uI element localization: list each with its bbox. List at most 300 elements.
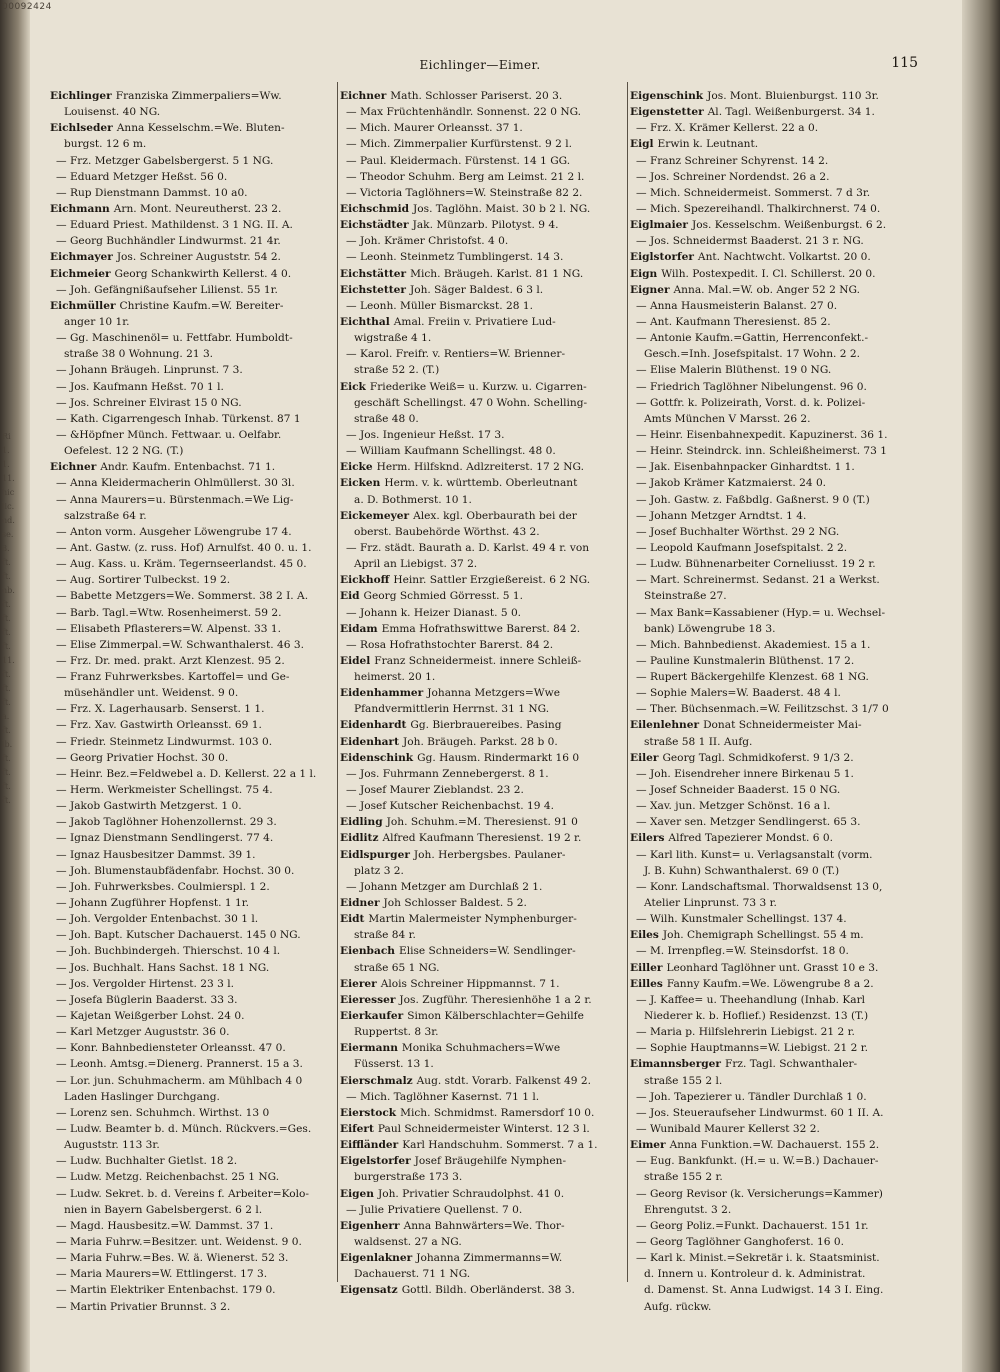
entry-text: Louisenst. 40 NG. — [64, 106, 161, 119]
entry-text: Alfred Tapezierer Mondst. 6 0. — [668, 832, 833, 845]
directory-entry — [340, 927, 624, 943]
directory-entry — [630, 1186, 920, 1202]
directory-entry — [340, 1169, 624, 1185]
entry-surname: Eichlinger — [50, 90, 112, 102]
entry-text: — Josef Kutscher Reichenbachst. 19 4. — [346, 800, 554, 813]
directory-entry — [630, 362, 920, 378]
entry-text: — Anna Kleidermacherin Ohlmüllerst. 30 3l. — [56, 477, 295, 490]
directory-entry — [50, 1282, 334, 1298]
entry-text: — Frz. Metzger Gabelsbergerst. 5 1 NG. — [56, 154, 274, 167]
entry-text: — Lor. jun. Schuhmacherm. am Mühlbach 4 0 — [56, 1074, 303, 1087]
directory-entry — [50, 847, 334, 863]
entry-text: — Magd. Hausbesitz.=W. Dammst. 37 1. — [56, 1219, 274, 1232]
directory-entry — [630, 588, 920, 604]
directory-entry — [340, 201, 624, 217]
entry-text: — Herm. Werkmeister Schellingst. 75 4. — [56, 784, 273, 797]
directory-entry — [630, 1105, 920, 1121]
margin-note: ft. — [2, 726, 11, 735]
directory-entry — [340, 750, 624, 766]
directory-entry — [630, 120, 920, 136]
directory-entry — [50, 379, 334, 395]
entry-text: — Jos. Buchhalt. Hans Sachst. 18 1 NG. — [56, 961, 270, 974]
directory-entry — [50, 330, 334, 346]
directory-entry — [340, 1073, 624, 1089]
entry-surname: Eigner — [630, 283, 670, 296]
directory-entry — [630, 830, 920, 846]
directory-entry — [50, 443, 334, 459]
directory-entry — [630, 879, 920, 895]
entry-text: — Heinr. Eisenbahnexpedit. Kapuzinerst. 36 1. — [636, 428, 888, 441]
directory-entry — [340, 556, 624, 572]
entry-surname: Eierschmalz — [340, 1074, 413, 1087]
directory-entry — [630, 217, 920, 233]
entry-text: — Ludw. Buchhalter Gietlst. 18 2. — [56, 1155, 238, 1168]
entry-text: — Ant. Gastw. (z. russ. Hof) Arnulfst. 40 0. u. 1. — [56, 541, 312, 554]
entry-text: Herm. Hilfsknd. Adlzreiterst. 17 2 NG. — [376, 461, 584, 474]
margin-note: ft. — [2, 768, 11, 777]
entry-text: — Karl k. Minist.=Sekretär i. k. Staatsminist. — [636, 1252, 880, 1265]
directory-entry — [50, 701, 334, 717]
entry-text: — Josef Buchhalter Wörthst. 29 2 NG. — [636, 525, 840, 538]
entry-text: — Frz. Xav. Gastwirth Orleansst. 69 1. — [56, 719, 262, 732]
entry-text: — Joh. Buchbindergeh. Thierschst. 10 4 l. — [56, 945, 281, 958]
directory-entry — [340, 798, 624, 814]
entry-surname: Eidenhammer — [340, 687, 424, 700]
entry-text: Mich. Schmidmst. Ramersdorf 10 0. — [400, 1106, 595, 1119]
entry-text: Jos. Kesselschm. Weißenburgst. 6 2. — [691, 219, 887, 232]
directory-entry — [50, 992, 334, 1008]
entry-text: — Anna Maurers=u. Bürstenmach.=We Lig- — [56, 493, 294, 506]
column-rule — [337, 82, 338, 1282]
entry-text: — Maria p. Hilfslehrerin Liebigst. 21 2 r. — [636, 1026, 855, 1039]
entry-text: Christine Kaufm.=W. Bereiter- — [119, 299, 284, 312]
directory-entry — [50, 1089, 334, 1105]
directory-entry — [50, 814, 334, 830]
entry-text: — Jakob Gastwirth Metzgerst. 1 0. — [56, 800, 242, 813]
entry-text: — Elisabeth Pflasterers=W. Alpenst. 33 1. — [56, 622, 281, 635]
directory-entry — [50, 1073, 334, 1089]
directory-entry — [630, 427, 920, 443]
entry-text: — Ignaz Dienstmann Sendlingerst. 77 4. — [56, 832, 274, 845]
entry-surname: Eierstock — [340, 1106, 397, 1119]
entry-text: Jos. Zugführ. Theresienhöhe 1 a 2 r. — [399, 993, 592, 1006]
directory-entry — [340, 588, 624, 604]
entry-text: Karl Handschuhm. Sommerst. 7 a 1. — [402, 1139, 598, 1152]
entry-text: Jos. Mont. Bluienburgst. 110 3r. — [707, 90, 879, 102]
entry-text: Jos. Schreiner Auguststr. 54 2. — [116, 251, 281, 264]
entry-surname: Eienbach — [340, 945, 395, 958]
entry-text: Joh. Chemigraph Schellingst. 55 4 m. — [662, 929, 864, 942]
directory-entry — [340, 1186, 624, 1202]
entry-text: Georg Schankwirth Kellerst. 4 0. — [114, 267, 292, 280]
entry-surname: Eichmann — [50, 202, 110, 215]
entry-text: Johanna Zimmermanns=W. — [416, 1252, 563, 1265]
archive-stamp: 00092424 — [2, 2, 52, 12]
entry-text: Joh. Säger Baldest. 6 3 l. — [409, 283, 544, 296]
directory-entry — [50, 895, 334, 911]
entry-text: — Max Bank=Kassabiener (Hyp.= u. Wechsel- — [636, 606, 886, 619]
entry-text: — Joh. Vergolder Entenbachst. 30 1 l. — [56, 913, 259, 926]
directory-entry — [50, 395, 334, 411]
entry-text: — Frz. X. Krämer Kellerst. 22 a 0. — [636, 122, 819, 135]
entry-text: — Sophie Malers=W. Baaderst. 48 4 l. — [636, 687, 841, 700]
entry-text: — Kajetan Weißgerber Lohst. 24 0. — [56, 1010, 245, 1023]
directory-entry — [630, 508, 920, 524]
entry-text: — Jos. Schneidermst Baaderst. 21 3 r. NG. — [636, 235, 864, 248]
directory-entry — [630, 653, 920, 669]
entry-text: — Leopold Kaufmann Josefspitalst. 2 2. — [636, 541, 848, 554]
entry-text: — Ant. Kaufmann Theresienst. 85 2. — [636, 315, 831, 328]
directory-entry — [50, 798, 334, 814]
directory-entry — [630, 169, 920, 185]
directory-entry — [630, 88, 920, 104]
directory-entry — [340, 653, 624, 669]
directory-entry — [50, 572, 334, 588]
entry-text: Niederer k. b. Hoflief.) Residenzst. 13 (T.) — [644, 1010, 869, 1023]
entry-text: — Joh. Bapt. Kutscher Dachauerst. 145 0 NG. — [56, 929, 301, 942]
entry-surname: Eichmayer — [50, 251, 113, 264]
entry-text: Mich. Bräugeh. Karlst. 81 1 NG. — [410, 267, 584, 280]
directory-entry — [50, 459, 334, 475]
entry-surname: Eilles — [630, 977, 663, 990]
entry-text: — Anton vorm. Ausgeher Löwengrube 17 4. — [56, 525, 292, 538]
entry-text: — Aug. Sortirer Tulbeckst. 19 2. — [56, 574, 231, 587]
directory-entry — [630, 572, 920, 588]
margin-note: ft. — [2, 600, 11, 609]
entry-text: — Joh. Krämer Christofst. 4 0. — [346, 235, 509, 248]
directory-entry — [50, 1266, 334, 1282]
directory-entry — [630, 1202, 920, 1218]
directory-entry — [630, 1089, 920, 1105]
entry-surname: Eichmeier — [50, 267, 111, 280]
entry-text: — Josef Maurer Zieblandst. 23 2. — [346, 784, 524, 797]
entry-text: — Babette Metzgers=We. Sommerst. 38 2 I. A. — [56, 590, 309, 603]
directory-entry — [50, 605, 334, 621]
entry-text: Franz Schneidermeist. innere Schleiß- — [374, 654, 582, 667]
entry-text: Simon Kälberschlachter=Gehilfe — [407, 1010, 584, 1023]
directory-entry — [630, 524, 920, 540]
entry-text: — Joh. Blumenstaubfädenfabr. Hochst. 30 0. — [56, 864, 295, 877]
entry-text: Georg Schmied Görresst. 5 1. — [363, 590, 524, 603]
entry-text: — Martin Elektriker Entenbachst. 179 0. — [56, 1284, 276, 1297]
directory-entry — [340, 1202, 624, 1218]
directory-entry — [340, 1105, 624, 1121]
entry-text: — Barb. Tagl.=Wtw. Rosenheimerst. 59 2. — [56, 606, 282, 619]
directory-entry — [340, 475, 624, 491]
entry-text: — Rosa Hofrathstochter Barerst. 84 2. — [346, 638, 554, 651]
entry-surname: Eichschmid — [340, 202, 410, 215]
directory-entry — [50, 782, 334, 798]
directory-entry — [630, 766, 920, 782]
entry-text: — Georg Buchhändler Lindwurmst. 21 4r. — [56, 235, 281, 248]
directory-entry — [340, 830, 624, 846]
entry-text: burgst. 12 6 m. — [64, 138, 147, 151]
entry-surname: Eierer — [340, 977, 377, 990]
directory-entry — [630, 1250, 920, 1266]
entry-text: Gesch.=Inh. Josefspitalst. 17 Wohn. 2 2. — [644, 348, 860, 361]
directory-entry — [50, 298, 334, 314]
entry-text: — Konr. Bahnbediensteter Orleansst. 47 0. — [56, 1042, 286, 1055]
entry-text: — Wilh. Kunstmaler Schellingst. 137 4. — [636, 913, 847, 926]
entry-text: — Julie Privatiere Quellenst. 7 0. — [346, 1203, 523, 1216]
entry-surname: Eichstädter — [340, 219, 409, 232]
entry-text: — Anna Hausmeisterin Balanst. 27 0. — [636, 299, 838, 312]
entry-text: Erwin k. Leutnant. — [657, 138, 759, 151]
entry-surname: Eign — [630, 267, 658, 280]
entry-text: Aug. stdt. Vorarb. Falkenst 49 2. — [416, 1074, 591, 1087]
entry-surname: Eiffländer — [340, 1139, 399, 1152]
entry-text: — Mich. Zimmerpalier Kurfürstenst. 9 2 l. — [346, 138, 572, 151]
directory-entry — [630, 782, 920, 798]
directory-entry — [50, 362, 334, 378]
entry-text: — Mich. Bahnbedienst. Akademiest. 15 a 1. — [636, 638, 871, 651]
entry-text: — Johann Metzger am Durchlaß 2 1. — [346, 880, 543, 893]
entry-text: — M. Irrenpfleg.=W. Steinsdorfst. 18 0. — [636, 945, 849, 958]
entry-text: straße 155 2 l. — [644, 1074, 723, 1087]
directory-entry — [340, 104, 624, 120]
directory-entry — [630, 1073, 920, 1089]
entry-text: d. Innern u. Kontroleur d. k. Administrat. — [644, 1268, 866, 1281]
entry-text: burgerstraße 173 3. — [354, 1171, 463, 1184]
entry-text: salzstraße 64 r. — [64, 509, 147, 522]
entry-text: — Jos. Fuhrmann Zennebergerst. 8 1. — [346, 767, 549, 780]
directory-entry — [50, 830, 334, 846]
directory-entry — [340, 443, 624, 459]
entry-text: Aufg. rückw. — [644, 1300, 712, 1313]
entry-text: Anna Kesselschm.=We. Bluten- — [116, 122, 285, 135]
entry-text: — Franz Fuhrwerksbes. Kartoffel= und Ge- — [56, 671, 290, 684]
entry-text: Alfred Kaufmann Theresienst. 19 2 r. — [382, 832, 582, 845]
entry-text: Friederike Weiß= u. Kurzw. u. Cigarren- — [369, 380, 587, 393]
entry-text: wigstraße 4 1. — [354, 332, 432, 345]
directory-entry — [340, 362, 624, 378]
directory-entry — [340, 605, 624, 621]
directory-entry — [630, 1153, 920, 1169]
directory-entry — [340, 782, 624, 798]
directory-entry — [340, 217, 624, 233]
entry-surname: Eigenschink — [630, 90, 704, 102]
directory-entry — [340, 233, 624, 249]
directory-entry — [340, 136, 624, 152]
directory-entry — [50, 653, 334, 669]
directory-entry — [50, 411, 334, 427]
entry-surname: Eicken — [340, 477, 381, 490]
directory-entry — [340, 685, 624, 701]
margin-note: lic. — [2, 502, 15, 511]
entry-text: — Johann Bräugeh. Linprunst. 7 3. — [56, 364, 243, 377]
directory-entry — [630, 298, 920, 314]
directory-entry — [630, 185, 920, 201]
entry-text: Joh. Schuhm.=M. Theresienst. 91 0 — [386, 816, 578, 829]
entry-text: — Heinr. Bez.=Feldwebel a. D. Kellerst. 22 a 1 l. — [56, 767, 317, 780]
entry-text: — Ludw. Sekret. b. d. Vereins f. Arbeiter=Kolo- — [56, 1187, 309, 1200]
directory-entry — [50, 104, 334, 120]
directory-entry — [50, 136, 334, 152]
margin-note: ft. — [2, 698, 11, 707]
entry-surname: Eichstetter — [340, 283, 406, 296]
directory-entry — [50, 1024, 334, 1040]
directory-entry — [340, 1008, 624, 1024]
directory-entry — [340, 911, 624, 927]
entry-text: — Georg Poliz.=Funkt. Dachauerst. 151 1r. — [636, 1219, 869, 1232]
directory-entry — [340, 847, 624, 863]
directory-entry — [630, 1024, 920, 1040]
entry-text: Elise Schneiders=W. Sendlinger- — [398, 945, 576, 958]
directory-entry — [340, 1234, 624, 1250]
directory-entry — [50, 314, 334, 330]
entry-text: straße 65 1 NG. — [354, 961, 440, 974]
entry-surname: Eicke — [340, 461, 373, 474]
directory-entry — [630, 976, 920, 992]
entry-text: straße 155 2 r. — [644, 1171, 723, 1184]
entry-text: — Jos. Kaufmann Heßst. 70 1 l. — [56, 380, 224, 393]
entry-text: — Mich. Maurer Orleansst. 37 1. — [346, 122, 523, 135]
entry-text: — Max Früchtenhändlr. Sonnenst. 22 0 NG. — [346, 106, 582, 119]
directory-entry — [50, 1234, 334, 1250]
entry-text: oberst. Baubehörde Wörthst. 43 2. — [354, 525, 540, 538]
entry-text: Joh. Bräugeh. Parkst. 28 b 0. — [403, 735, 558, 748]
entry-surname: Eierkaufer — [340, 1010, 404, 1023]
entry-surname: Eidam — [340, 622, 378, 635]
directory-entry — [630, 847, 920, 863]
entry-text: Ant. Nachtwcht. Volkartst. 20 0. — [697, 251, 871, 264]
entry-text: — Elise Malerin Blüthenst. 19 0 NG. — [636, 364, 832, 377]
directory-entry — [50, 1250, 334, 1266]
margin-notes — [2, 430, 28, 808]
entry-text: straße 84 r. — [354, 929, 416, 942]
entry-surname: Eidenschink — [340, 751, 414, 764]
entry-text: — Jos. Ingenieur Heßst. 17 3. — [346, 428, 505, 441]
entry-text: — Frz. städt. Baurath a. D. Karlst. 49 4 r. von — [346, 541, 590, 554]
entry-surname: Eichmüller — [50, 299, 116, 312]
margin-note: ft. — [2, 558, 11, 567]
entry-text: müsehändler unt. Weidenst. 9 0. — [64, 687, 239, 700]
entry-text: — Frz. X. Lagerhausarb. Senserst. 1 1. — [56, 703, 265, 716]
directory-entry — [630, 621, 920, 637]
directory-entry — [340, 88, 624, 104]
entry-surname: Eichner — [340, 90, 387, 102]
entry-text: — Maria Fuhrw.=Bes. W. ä. Wienerst. 52 3. — [56, 1252, 289, 1265]
entry-text: Anna Funktion.=W. Dachauerst. 155 2. — [669, 1139, 880, 1152]
entry-surname: Eidlspurger — [340, 848, 410, 861]
entry-text: — William Kaufmann Schellingst. 48 0. — [346, 445, 556, 458]
directory-entry — [340, 508, 624, 524]
entry-surname: Eifert — [340, 1123, 374, 1135]
entry-text: — Karl lith. Kunst= u. Verlagsanstalt (vorm. — [636, 848, 873, 861]
margin-note: a. — [2, 712, 10, 721]
entry-text: — Xav. jun. Metzger Schönst. 16 a l. — [636, 800, 831, 813]
directory-entry — [50, 734, 334, 750]
entry-text: — Mich. Schneidermeist. Sommerst. 7 d 3r. — [636, 186, 871, 199]
directory-entry — [340, 1153, 624, 1169]
directory-entry — [630, 492, 920, 508]
directory-entry — [50, 427, 334, 443]
directory-entry — [630, 927, 920, 943]
directory-entry — [630, 750, 920, 766]
directory-entry — [50, 1186, 334, 1202]
entry-text: Fanny Kaufm.=We. Löwengrube 8 a 2. — [666, 977, 874, 990]
directory-entry — [630, 379, 920, 395]
directory-entry — [340, 734, 624, 750]
directory-entry — [340, 1282, 624, 1298]
margin-note: 8. — [2, 544, 10, 553]
entry-text: — Joh. Gefängnißaufseher Lilienst. 55 1r. — [56, 283, 278, 296]
entry-text: Herm. v. k. württemb. Oberleutnant — [384, 477, 578, 490]
directory-entry — [630, 233, 920, 249]
entry-text: — Johann k. Heizer Dianast. 5 0. — [346, 606, 522, 619]
entry-text: — Georg Taglöhner Ganghoferst. 16 0. — [636, 1235, 844, 1248]
entry-text: — Lorenz sen. Schuhmch. Wirthst. 13 0 — [56, 1106, 270, 1119]
entry-text: — Josef Schneider Baaderst. 15 0 NG. — [636, 784, 841, 797]
margin-note: ft. — [2, 782, 11, 791]
directory-entry — [50, 153, 334, 169]
directory-column-2 — [340, 88, 624, 1299]
entry-text: — Leonh. Amtsg.=Dienerg. Prannerst. 15 a 3. — [56, 1058, 303, 1071]
margin-note: ft. — [2, 572, 11, 581]
directory-entry — [340, 1056, 624, 1072]
directory-entry — [50, 508, 334, 524]
directory-entry — [340, 621, 624, 637]
directory-entry — [50, 169, 334, 185]
entry-text: — Maria Maurers=W. Ettlingerst. 17 3. — [56, 1268, 268, 1281]
directory-entry — [340, 766, 624, 782]
entry-text: Alex. kgl. Oberbaurath bei der — [413, 509, 577, 522]
entry-text: Al. Tagl. Weißenburgerst. 34 1. — [707, 106, 875, 119]
directory-entry — [630, 249, 920, 265]
entry-surname: Eiller — [630, 961, 663, 974]
directory-entry — [630, 1040, 920, 1056]
directory-entry — [340, 540, 624, 556]
entry-text: — Pauline Kunstmalerin Blüthenst. 17 2. — [636, 654, 855, 667]
directory-entry — [50, 927, 334, 943]
entry-text: — Wunibald Maurer Kellerst 32 2. — [636, 1123, 820, 1135]
entry-surname: Eidner — [340, 897, 380, 910]
directory-entry — [50, 1121, 334, 1137]
page-number: 115 — [891, 55, 918, 71]
directory-entry — [50, 524, 334, 540]
entry-text: — Eduard Priest. Mathildenst. 3 1 NG. II. A. — [56, 219, 293, 232]
directory-entry — [630, 814, 920, 830]
entry-text: — Mich. Taglöhner Kasernst. 71 1 l. — [346, 1090, 540, 1103]
directory-entry — [50, 492, 334, 508]
directory-entry — [50, 976, 334, 992]
entry-surname: Eigenherr — [340, 1219, 400, 1232]
entry-text: — Joh. Fuhrwerksbes. Coulmierspl. 1 2. — [56, 880, 270, 893]
directory-entry — [340, 669, 624, 685]
entry-text: — Rup Dienstmann Dammst. 10 a0. — [56, 186, 248, 199]
entry-text: Paul Schneidermeister Winterst. 12 3 l. — [377, 1123, 590, 1135]
entry-surname: Eigensatz — [340, 1284, 398, 1297]
entry-text: Ehrengutst. 3 2. — [644, 1203, 732, 1216]
directory-entry — [340, 330, 624, 346]
directory-entry — [50, 669, 334, 685]
entry-surname: Eimer — [630, 1139, 666, 1152]
directory-entry — [50, 475, 334, 491]
margin-note: hic — [2, 488, 15, 497]
directory-entry — [50, 879, 334, 895]
entry-text: — Jakob Taglöhner Hohenzollernst. 29 3. — [56, 816, 277, 829]
entry-text: Arn. Mont. Neureutherst. 23 2. — [113, 202, 282, 215]
entry-surname: Eiglmaier — [630, 219, 688, 232]
margin-note: ft. — [2, 642, 11, 651]
directory-entry — [50, 1105, 334, 1121]
entry-text: — Gg. Maschinenöl= u. Fettfabr. Humboldt- — [56, 332, 293, 345]
entry-text: Leonhard Taglöhner unt. Grasst 10 e 3. — [666, 961, 879, 974]
directory-entry — [630, 1121, 920, 1137]
entry-text: — Josefa Büglerin Baaderst. 33 3. — [56, 993, 238, 1006]
entry-text: anger 10 1r. — [64, 315, 130, 328]
entry-text: — Friedr. Steinmetz Lindwurmst. 103 0. — [56, 735, 273, 748]
